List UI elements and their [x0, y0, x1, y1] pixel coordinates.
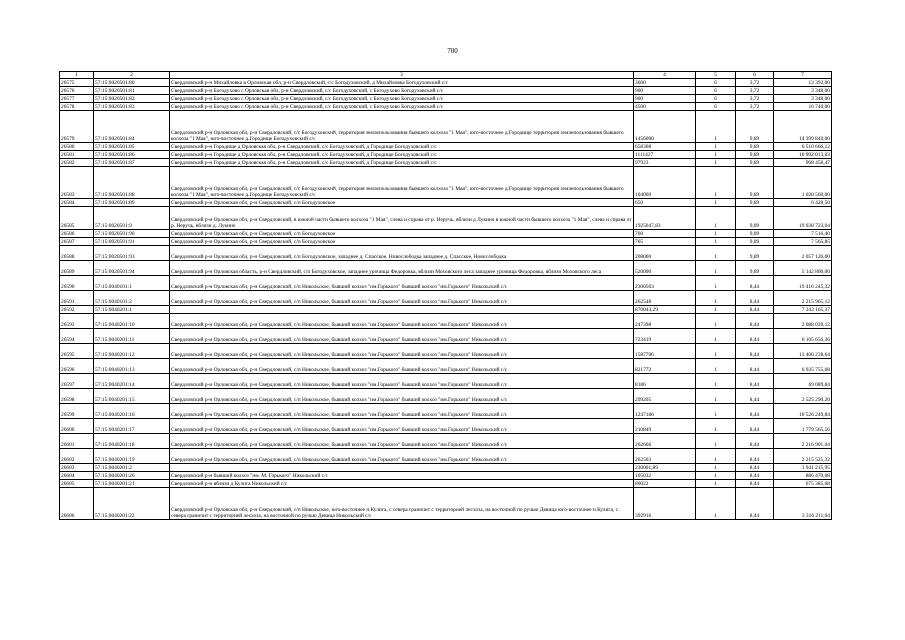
table-cell-c7: 6 105 656,36 — [774, 329, 832, 344]
table-cell-c3: Свердловский р-н Городище д Орловская обл, р-н Свердловский, с/с Богодуховский, д Городище Богодуховский с/с — [170, 159, 634, 167]
table-cell-c1: 26598 — [60, 389, 94, 404]
table-cell-c6: 8,44 — [736, 374, 774, 389]
table-cell-c2: 57:15:0040201:16 — [94, 404, 170, 419]
table-cell-c7: 675 385,68 — [774, 480, 832, 488]
table-cell-c4: 3600 — [634, 79, 696, 87]
table-cell-c4: 80022 — [634, 480, 696, 488]
table-cell-c4: 4500 — [634, 103, 696, 111]
table-row — [60, 167, 832, 199]
page-number: 700 — [447, 47, 458, 55]
table-cell-c5: 1 — [696, 314, 736, 329]
table-cell-c5: 1 — [696, 488, 736, 520]
table-row — [60, 246, 832, 261]
table-row — [60, 359, 832, 374]
table-cell-c4: 765 — [634, 238, 696, 246]
table-cell-c6: 9,89 — [736, 167, 774, 199]
table-cell-c5: 6 — [696, 103, 736, 111]
table-cell-c5: 1 — [696, 238, 736, 246]
table-cell-c5: 1 — [696, 207, 736, 230]
table-cell-c2: 57:15:0040201:14 — [94, 374, 170, 389]
table-row — [60, 488, 832, 520]
table-cell-c2: 57:15:0020501:89 — [94, 199, 170, 207]
table-cell-c5: 1 — [696, 449, 736, 464]
table-cell-c6: 9,89 — [736, 143, 774, 151]
table-cell-c2: 57:15:0020501:94 — [94, 261, 170, 276]
table-row — [60, 87, 832, 95]
table-cell-c6: 3,72 — [736, 95, 774, 103]
table-cell-c2: 57:15:0020501:9 — [94, 207, 170, 230]
table-cell-c1: 26606 — [60, 488, 94, 520]
table-cell-c7: 1 941 215,95 — [774, 464, 832, 472]
table-cell-c6: 3,72 — [736, 87, 774, 95]
table-cell-c1: 26601 — [60, 434, 94, 449]
table-cell-c4: 900 — [634, 87, 696, 95]
table-row — [60, 79, 832, 87]
table-cell-c5: 1 — [696, 480, 736, 488]
table-cell-c4: 1111427 — [634, 151, 696, 159]
table-cell-c4: 1925047,83 — [634, 207, 696, 230]
table-cell-c7: 6 428,50 — [774, 199, 832, 207]
table-cell-c3: Свердловский р-н Орловская обл, р-н Свердловский, с/п Никольское, бывший колхоз "им.Горького" бывший колхоз "им.Горького" Никольский с/с — [170, 276, 634, 291]
table-row — [60, 95, 832, 103]
table-cell-c7: 13 400 238,64 — [774, 344, 832, 359]
table-row — [60, 449, 832, 464]
table-cell-c6: 9,89 — [736, 199, 774, 207]
table-cell-c1: 26585 — [60, 207, 94, 230]
column-header: 6 — [736, 72, 774, 79]
table-cell-c6: 9,89 — [736, 111, 774, 143]
table-cell-c5: 1 — [696, 199, 736, 207]
table-cell-c5: 6 — [696, 87, 736, 95]
table-cell-c7: 13 392,00 — [774, 79, 832, 87]
table-cell-c1: 26591 — [60, 291, 94, 306]
table-cell-c7: 2 057 120,00 — [774, 246, 832, 261]
table-cell-c6: 9,89 — [736, 238, 774, 246]
table-cell-c3: Свердловский р-н Орловская обл, р-н Свердловский, с/п Никольское, бывший колхоз "им.Горького" бывший колхоз "им.Горького" Никольский с/с — [170, 359, 634, 374]
table-cell-c1: 26584 — [60, 199, 94, 207]
table-cell-c6: 8,44 — [736, 488, 774, 520]
table-cell-c6: 8,44 — [736, 419, 774, 434]
table-cell-c1: 26586 — [60, 230, 94, 238]
table-cell-c4: 1247186 — [634, 404, 696, 419]
table-cell-c3: Свердловский р-н Орловская обл, р-н Свердловский, с/п Богодуховское — [170, 199, 634, 207]
table-cell-c5: 1 — [696, 143, 736, 151]
table-cell-c6: 8,44 — [736, 291, 774, 306]
table-cell-c7: 10 992 013,03 — [774, 151, 832, 159]
table-cell-c6: 8,44 — [736, 480, 774, 488]
table-cell-c2: 57:15:0040201:18 — [94, 434, 170, 449]
table-cell-c5: 1 — [696, 374, 736, 389]
table-cell-c7: 3 348,00 — [774, 95, 832, 103]
table-cell-c7: 69 089,84 — [774, 374, 832, 389]
table-cell-c4: 230001,89 — [634, 464, 696, 472]
table-cell-c1: 26595 — [60, 344, 94, 359]
table-row — [60, 291, 832, 306]
table-row — [60, 159, 832, 167]
table-cell-c7: 3 316 211,04 — [774, 488, 832, 520]
table-row — [60, 314, 832, 329]
table-cell-c4: 208000 — [634, 246, 696, 261]
table-cell-c4: 104000 — [634, 167, 696, 199]
table-cell-c1: 26578 — [60, 103, 94, 111]
table-cell-c5: 1 — [696, 230, 736, 238]
table-cell-c2: 57:15:0040201:20 — [94, 472, 170, 480]
table-cell-c4: 870043,29 — [634, 306, 696, 314]
table-cell-c4: 1587706 — [634, 344, 696, 359]
table-row — [60, 344, 832, 359]
table-cell-c3: Свердловский р-н Городище д Орловская обл, р-н Свердловский, с/с Богодуховский, д Городище Богодуховский с/с — [170, 151, 634, 159]
table-cell-c1: 26589 — [60, 261, 94, 276]
table-cell-c1: 26579 — [60, 111, 94, 143]
table-cell-c2: 57:15:0020501:82 — [94, 95, 170, 103]
table-cell-c3: Свердловский р-н Орловская обл, р-н Свердловский, в южной части бывшего колхоза "1 Мая", слева и справа от р. Неручь, вблизи д Лукино в южной части бывшего колхоза "1 Мая", слева и справа от р. Неручь, вблизи д. Лукино — [170, 207, 634, 230]
table-row — [60, 480, 832, 488]
table-cell-c7: 7 565,85 — [774, 238, 832, 246]
table-cell-c6: 8,44 — [736, 449, 774, 464]
table-cell-c2: 57:15:0040201:11 — [94, 329, 170, 344]
table-cell-c2: 57:15:0020501:80 — [94, 79, 170, 87]
table-row — [60, 419, 832, 434]
table-cell-c4: 658308 — [634, 143, 696, 151]
table-cell-c2: 57:15:0020501:83 — [94, 103, 170, 111]
table-cell-c2: 57:15:0040201:22 — [94, 488, 170, 520]
table-cell-c6: 9,89 — [736, 246, 774, 261]
table-cell-c3: Свердловский р-н вблизи д Кулига Никольский с/с — [170, 480, 634, 488]
table-cell-c3: Свердловский р-н Орловская обл, р-н Свердловский, с/п Никольское, бывший колхоз "им.Горького" бывший колхоз "им.Горького" Никольский с/с — [170, 374, 634, 389]
table-cell-c5: 1 — [696, 276, 736, 291]
table-cell-c2: 57:15:0020501:88 — [94, 167, 170, 199]
table-cell-c1: 26594 — [60, 329, 94, 344]
table-cell-c6: 9,89 — [736, 261, 774, 276]
column-header: 7 — [774, 72, 832, 79]
table-cell-c7: 7 343 165,37 — [774, 306, 832, 314]
table-cell-c3: Свердловский р-н Орловская обл, р-н Свердловский, с/п Богодуховское — [170, 230, 634, 238]
table-cell-c5: 6 — [696, 79, 736, 87]
table-row — [60, 329, 832, 344]
table-cell-c2: 57:15:0020501:90 — [94, 230, 170, 238]
column-header: 1 — [60, 72, 94, 79]
table-cell-c3: Свердловский р-н Орловская обл, р-н Свердловский, с/п Никольское, бывший колхоз "им.Горького" бывший колхоз "им.Горького" Никольский с/с — [170, 404, 634, 419]
header-row — [60, 72, 832, 79]
table-cell-c4: 247398 — [634, 314, 696, 329]
table-cell-c5: 1 — [696, 404, 736, 419]
table-cell-c7: 3 348,00 — [774, 87, 832, 95]
table-cell-c5: 1 — [696, 246, 736, 261]
table-cell-c4: 520000 — [634, 261, 696, 276]
table-cell-c5: 1 — [696, 419, 736, 434]
table-cell-c3: Свердловский р-н Орловская обл, р-н Свердловский, с/п Никольское, юго-восточнее п.Кулига, с севера граничит с территорией лесхоза, на восточной по ручью Девица юго-восточнее п.Кулига, с севера граничит с территорией лесхоза, на восточной по ручью Девица Никольский с/с — [170, 488, 634, 520]
table-cell-c4: 760 — [634, 230, 696, 238]
table-cell-c1: 26587 — [60, 238, 94, 246]
table-row — [60, 103, 832, 111]
table-cell-c6: 3,72 — [736, 103, 774, 111]
table-cell-c3: Свердловский р-н Орловская обл, р-н Свердловский, с/п Никольское, бывший колхоз "им.Горького" бывший колхоз "им.Горького" Никольский с/с — [170, 314, 634, 329]
table-cell-c3: Свердловский р-н Орловская обл, р-н Свердловский, с/п Никольское, бывший колхоз "им.Горького" бывший колхоз "им.Горького" Никольский с/с — [170, 344, 634, 359]
table-cell-c3: Свердловский р-н Орловская обл, р-н Свердловский, с/п Никольское, бывший колхоз "им.Горького" бывший колхоз "им.Горького" Никольский с/с — [170, 389, 634, 404]
table-cell-c4: 1456000 — [634, 111, 696, 143]
table-cell-c3: Свердловский р-н Михайловка в Орловская обл, р-н Свердловский, с/с Богодуховский, д Михайловка Богодуховский с/с — [170, 79, 634, 87]
table-cell-c7: 7 516,40 — [774, 230, 832, 238]
column-header: 2 — [94, 72, 170, 79]
table-cell-c2: 57:15:0040201:17 — [94, 419, 170, 434]
table-cell-c2: 57:15:0040201:10 — [94, 314, 170, 329]
table-cell-c1: 26575 — [60, 79, 94, 87]
column-header: 5 — [696, 72, 736, 79]
table-row — [60, 143, 832, 151]
table-cell-c1: 26593 — [60, 314, 94, 329]
table-cell-c7: 2 215 905,12 — [774, 291, 832, 306]
table-cell-c1: 26581 — [60, 151, 94, 159]
table-cell-c2: 57:15:0040201:2 — [94, 464, 170, 472]
table-cell-c3 — [170, 306, 634, 314]
table-cell-c6: 8,44 — [736, 306, 774, 314]
table-cell-c6: 8,44 — [736, 344, 774, 359]
table-cell-c1: 26597 — [60, 374, 94, 389]
table-cell-c4: 105032 — [634, 472, 696, 480]
table-cell-c3: Свердловский р-н Орловская обл, р-н Свердловский, с/п Богодуховское, западнее д. Спасское, Новослободка западнее д. Спасское, Новослободка — [170, 246, 634, 261]
table-cell-c5: 1 — [696, 151, 736, 159]
table-cell-c2: 57:15:0020501:91 — [94, 238, 170, 246]
table-cell-c6: 8,44 — [736, 464, 774, 472]
table-cell-c3: Свердловский р-н Орловская обл, р-н Свердловский, с/п Никольское, бывший колхоз "им.Горького" бывший колхоз "им.Горького" Никольский с/с — [170, 329, 634, 344]
table-cell-c4: 262503 — [634, 449, 696, 464]
column-header: 4 — [634, 72, 696, 79]
table-cell-c5: 1 — [696, 472, 736, 480]
table-cell-c5: 1 — [696, 167, 736, 199]
table-cell-c1: 26583 — [60, 167, 94, 199]
table-cell-c4: 262548 — [634, 291, 696, 306]
table-row — [60, 464, 832, 472]
table-row — [60, 472, 832, 480]
table-cell-c7: 16 740,00 — [774, 103, 832, 111]
table-cell-c3: Свердловский р-н Орловская обл, р-н Свердловский, с/с Богодуховский, территория землепользования бывшего колхоза "1 Мая", юго-восточнее д.Городище территория землепользования бывшего колхоза "1 Мая", юго-восточнее д.Городище Богодуховский с/с — [170, 167, 634, 199]
table-cell-c7: 19 416 245,32 — [774, 276, 832, 291]
table-cell-c3: Свердловский р-н Орловская область, р-н Свердловский, с/п Богодуховское, западнее урочища Федоровка, вблизи Моховского леса западнее урочища Федоровка, вблизи Моховского леса — [170, 261, 634, 276]
table-row — [60, 230, 832, 238]
table-cell-c1: 26576 — [60, 87, 94, 95]
table-cell-c5: 1 — [696, 464, 736, 472]
table-cell-c7: 6 510 666,12 — [774, 143, 832, 151]
table-cell-c4: 97923 — [634, 159, 696, 167]
table-cell-c6: 8,44 — [736, 404, 774, 419]
table-cell-c3: Свердловский р-н Богодухово с Орловская обл, р-н Свердловский, с/с Богодуховский, с Богодухово Богодуховский с/с — [170, 87, 634, 95]
table-row — [60, 374, 832, 389]
table-cell-c3: Свердловский р-н Городище д Орловская обл, р-н Свердловский, с/с Богодуховский, д Городище Богодуховский с/с — [170, 143, 634, 151]
table-cell-c4: 821772 — [634, 359, 696, 374]
table-cell-c5: 6 — [696, 95, 736, 103]
table-cell-c3: Свердловский р-н Орловская обл, р-н Свердловский, с/п Богодуховское — [170, 238, 634, 246]
table-cell-c1: 26605 — [60, 480, 94, 488]
table-cell-c6: 8,44 — [736, 329, 774, 344]
table-cell-c1: 26600 — [60, 419, 94, 434]
table-cell-c2: 57:15:0040101:1 — [94, 276, 170, 291]
table-cell-c5: 1 — [696, 111, 736, 143]
table-cell-c4: 900 — [634, 95, 696, 103]
column-header: 3 — [170, 72, 634, 79]
table-cell-c4: 262666 — [634, 434, 696, 449]
table-cell-c6: 8,44 — [736, 276, 774, 291]
table-cell-c7: 6 935 755,68 — [774, 359, 832, 374]
table-cell-c7: 2 216 901,04 — [774, 434, 832, 449]
table-cell-c1: 26577 — [60, 95, 94, 103]
table-cell-c4: 8186 — [634, 374, 696, 389]
table-cell-c2: 57:15:0040201:15 — [94, 389, 170, 404]
table-cell-c1: 26582 — [60, 159, 94, 167]
table-cell-c7: 968 458,47 — [774, 159, 832, 167]
table-cell-c7: 2 215 525,32 — [774, 449, 832, 464]
table-cell-c7: 10 526 249,84 — [774, 404, 832, 419]
table-cell-c7: 2 088 039,12 — [774, 314, 832, 329]
table-cell-c7: 19 038 723,04 — [774, 207, 832, 230]
table-cell-c6: 9,89 — [736, 151, 774, 159]
table-cell-c1: 26603 — [60, 464, 94, 472]
table-cell-c5: 1 — [696, 291, 736, 306]
table-cell-c2: 57:15:0040201:12 — [94, 344, 170, 359]
table-cell-c2: 57:15:0020501:86 — [94, 151, 170, 159]
table-row — [60, 276, 832, 291]
table-cell-c2: 57:15:0040201:13 — [94, 359, 170, 374]
cadastral-table — [59, 71, 832, 520]
table-cell-c5: 1 — [696, 359, 736, 374]
table-cell-c4: 2300503 — [634, 276, 696, 291]
table-cell-c4: 299205 — [634, 389, 696, 404]
table-cell-c3: Свердловский р-н Орловская обл, р-н Свердловский, с/п Никольское, бывший колхоз "им.Горького" бывший колхоз "им.Горького" Никольский с/с — [170, 291, 634, 306]
table-cell-c6: 8,44 — [736, 314, 774, 329]
table-cell-c3: Свердловский р-н Орловская обл, р-н Свердловский, с/п Никольское, бывший колхоз "им.Горького" бывший колхоз "им.Горького" Никольский с/с — [170, 419, 634, 434]
table-cell-c1: 26580 — [60, 143, 94, 151]
table-row — [60, 199, 832, 207]
table-cell-c5: 1 — [696, 261, 736, 276]
table-cell-c7: 2 525 290,20 — [774, 389, 832, 404]
table-cell-c7: 886 470,08 — [774, 472, 832, 480]
table-cell-c3: Свердловский р-н Орловская обл, р-н Свердловский, с/п Никольское, бывший колхоз "им.Горького" бывший колхоз "им.Горького" Никольский с/с — [170, 449, 634, 464]
table-cell-c6: 8,44 — [736, 359, 774, 374]
table-cell-c7: 1 028 560,00 — [774, 167, 832, 199]
table-cell-c4: 392916 — [634, 488, 696, 520]
table-row — [60, 261, 832, 276]
table-row — [60, 111, 832, 143]
table-cell-c3: Свердловский р-н Богодухово с Орловская обл, р-н Свердловский, с/с Богодуховский, с Богодухово Богодуховский с/с — [170, 95, 634, 103]
table-cell-c6: 8,44 — [736, 389, 774, 404]
table-row — [60, 238, 832, 246]
table-row — [60, 404, 832, 419]
table-cell-c2: 57:15:0040201:21 — [94, 480, 170, 488]
table-cell-c3: Свердловский р-н Орловская обл, р-н Свердловский, с/п Никольское, бывший колхоз "им.Горького" бывший колхоз "им.Горького" Никольский с/с — [170, 434, 634, 449]
table-cell-c6: 9,89 — [736, 207, 774, 230]
table-cell-c2: 57:15:0020501:84 — [94, 111, 170, 143]
table-cell-c1: 26604 — [60, 472, 94, 480]
table-cell-c6: 9,89 — [736, 159, 774, 167]
table-cell-c6: 8,44 — [736, 472, 774, 480]
table-cell-c1: 26596 — [60, 359, 94, 374]
table-cell-c6: 9,89 — [736, 230, 774, 238]
table-cell-c6: 8,44 — [736, 434, 774, 449]
table-cell-c4: 723419 — [634, 329, 696, 344]
table-cell-c1: 26599 — [60, 404, 94, 419]
table-cell-c7: 5 142 800,00 — [774, 261, 832, 276]
table-cell-c3: Свердловский р-н Богодухово с Орловская обл, р-н Свердловский, с/с Богодуховский, с Богодухово Богодуховский с/с — [170, 103, 634, 111]
table-cell-c2: 57:15:0020501:85 — [94, 143, 170, 151]
table-cell-c5: 1 — [696, 306, 736, 314]
table-cell-c4: 650 — [634, 199, 696, 207]
table-row — [60, 207, 832, 230]
table-cell-c4: 210849 — [634, 419, 696, 434]
table-row — [60, 434, 832, 449]
table-cell-c3 — [170, 464, 634, 472]
table-cell-c1: 26588 — [60, 246, 94, 261]
table-cell-c6: 3,72 — [736, 79, 774, 87]
table-cell-c5: 1 — [696, 434, 736, 449]
table-row — [60, 389, 832, 404]
table-cell-c2: 57:15:0040201:19 — [94, 449, 170, 464]
table-cell-c2: 57:15:0020501:81 — [94, 87, 170, 95]
table-cell-c2: 57:15:0020501:93 — [94, 246, 170, 261]
table-cell-c5: 1 — [696, 344, 736, 359]
table-cell-c7: 1 779 565,56 — [774, 419, 832, 434]
table-cell-c7: 14 399 840,00 — [774, 111, 832, 143]
table-row — [60, 151, 832, 159]
table-cell-c2: 57:15:0040101:2 — [94, 291, 170, 306]
table-cell-c5: 1 — [696, 159, 736, 167]
table-cell-c2: 57:15:0040201:1 — [94, 306, 170, 314]
table-cell-c5: 1 — [696, 329, 736, 344]
table-cell-c3: Свердловский р-н бывший колхоз "им. М. Горького" Никольский с/с — [170, 472, 634, 480]
table-cell-c2: 57:15:0020501:87 — [94, 159, 170, 167]
table-row — [60, 306, 832, 314]
table-cell-c3: Свердловский р-н Орловская обл, р-н Свердловский, с/с Богодуховский, территория землепользования бывшего колхоза "1 Мая", юго-восточнее д.Городище территория землепользования бывшего колхоза "1 Мая", юго-восточнее д.Городище Богодуховский с/с — [170, 111, 634, 143]
table-cell-c1: 26590 — [60, 276, 94, 291]
table-cell-c5: 1 — [696, 389, 736, 404]
table-cell-c1: 26602 — [60, 449, 94, 464]
table-cell-c1: 26592 — [60, 306, 94, 314]
